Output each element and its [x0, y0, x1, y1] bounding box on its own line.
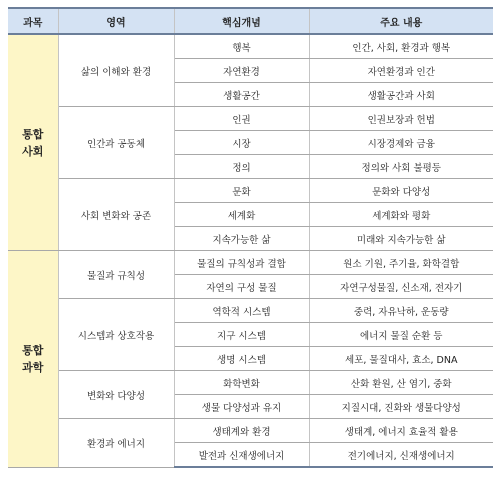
concept-cell: 역학적 시스템 [174, 299, 309, 323]
area-cell: 변화와 다양성 [58, 371, 174, 419]
content-cell: 세계화와 평화 [309, 203, 493, 227]
area-cell: 시스템과 상호작용 [58, 299, 174, 371]
table-row [8, 419, 493, 443]
concept-cell: 화학변화 [174, 371, 309, 395]
subject-cell-social [8, 34, 58, 251]
concept-cell: 생태계와 환경 [174, 419, 309, 443]
concept-cell: 세계화 [174, 203, 309, 227]
concept-cell: 자연의 구성 물질 [174, 275, 309, 299]
subject-label: 사회 [22, 144, 44, 158]
header-row [8, 8, 493, 34]
concept-cell: 시장 [174, 131, 309, 155]
header-core-concept: 핵심개념 [174, 8, 309, 34]
area-cell: 사회 변화와 공존 [58, 179, 174, 251]
concept-cell: 생활공간 [174, 83, 309, 107]
content-cell: 문화와 다양성 [309, 179, 493, 203]
concept-cell: 물질의 규칙성과 결합 [174, 251, 309, 275]
table-row [8, 371, 493, 395]
concept-cell: 행복 [174, 34, 309, 59]
content-cell: 지질시대, 진화와 생물다양성 [309, 395, 493, 419]
header-area: 영역 [58, 8, 174, 34]
subject-cell-science [8, 251, 58, 468]
subject-label: 통합 [22, 127, 44, 141]
concept-cell: 발전과 신재생에너지 [174, 443, 309, 468]
curriculum-table [8, 7, 493, 468]
table-row [8, 107, 493, 131]
table-row [8, 251, 493, 275]
concept-cell: 생물 다양성과 유지 [174, 395, 309, 419]
table-row [8, 34, 493, 59]
header-main-content: 주요 내용 [309, 8, 493, 34]
content-cell: 미래와 지속가능한 삶 [309, 227, 493, 251]
content-cell: 정의와 사회 불평등 [309, 155, 493, 179]
content-cell: 인간, 사회, 환경과 행복 [309, 34, 493, 59]
table-row [8, 299, 493, 323]
content-cell: 중력, 자유낙하, 운동량 [309, 299, 493, 323]
area-cell: 환경과 에너지 [58, 419, 174, 468]
content-cell: 생태계, 에너지 효율적 활용 [309, 419, 493, 443]
content-cell: 자연구성물질, 신소재, 전자기 [309, 275, 493, 299]
concept-cell: 생명 시스템 [174, 347, 309, 371]
content-cell: 원소 기원, 주기율, 화학결합 [309, 251, 493, 275]
concept-cell: 문화 [174, 179, 309, 203]
content-cell: 에너지 물질 순환 등 [309, 323, 493, 347]
concept-cell: 정의 [174, 155, 309, 179]
content-cell: 전기에너지, 신재생에너지 [309, 443, 493, 468]
area-cell: 물질과 규칙성 [58, 251, 174, 299]
concept-cell: 인권 [174, 107, 309, 131]
table-row [8, 179, 493, 203]
content-cell: 생활공간과 사회 [309, 83, 493, 107]
concept-cell: 자연환경 [174, 59, 309, 83]
header-subject: 과목 [8, 8, 58, 34]
area-cell: 인간과 공동체 [58, 107, 174, 179]
content-cell: 산화 환원, 산 염기, 중화 [309, 371, 493, 395]
area-cell: 삶의 이해와 환경 [58, 34, 174, 107]
subject-label: 통합 [22, 343, 44, 357]
subject-label: 과학 [22, 360, 44, 374]
content-cell: 인권보장과 헌법 [309, 107, 493, 131]
concept-cell: 지속가능한 삶 [174, 227, 309, 251]
content-cell: 세포, 물질대사, 효소, DNA [309, 347, 493, 371]
concept-cell: 지구 시스템 [174, 323, 309, 347]
content-cell: 자연환경과 인간 [309, 59, 493, 83]
content-cell: 시장경제와 금융 [309, 131, 493, 155]
